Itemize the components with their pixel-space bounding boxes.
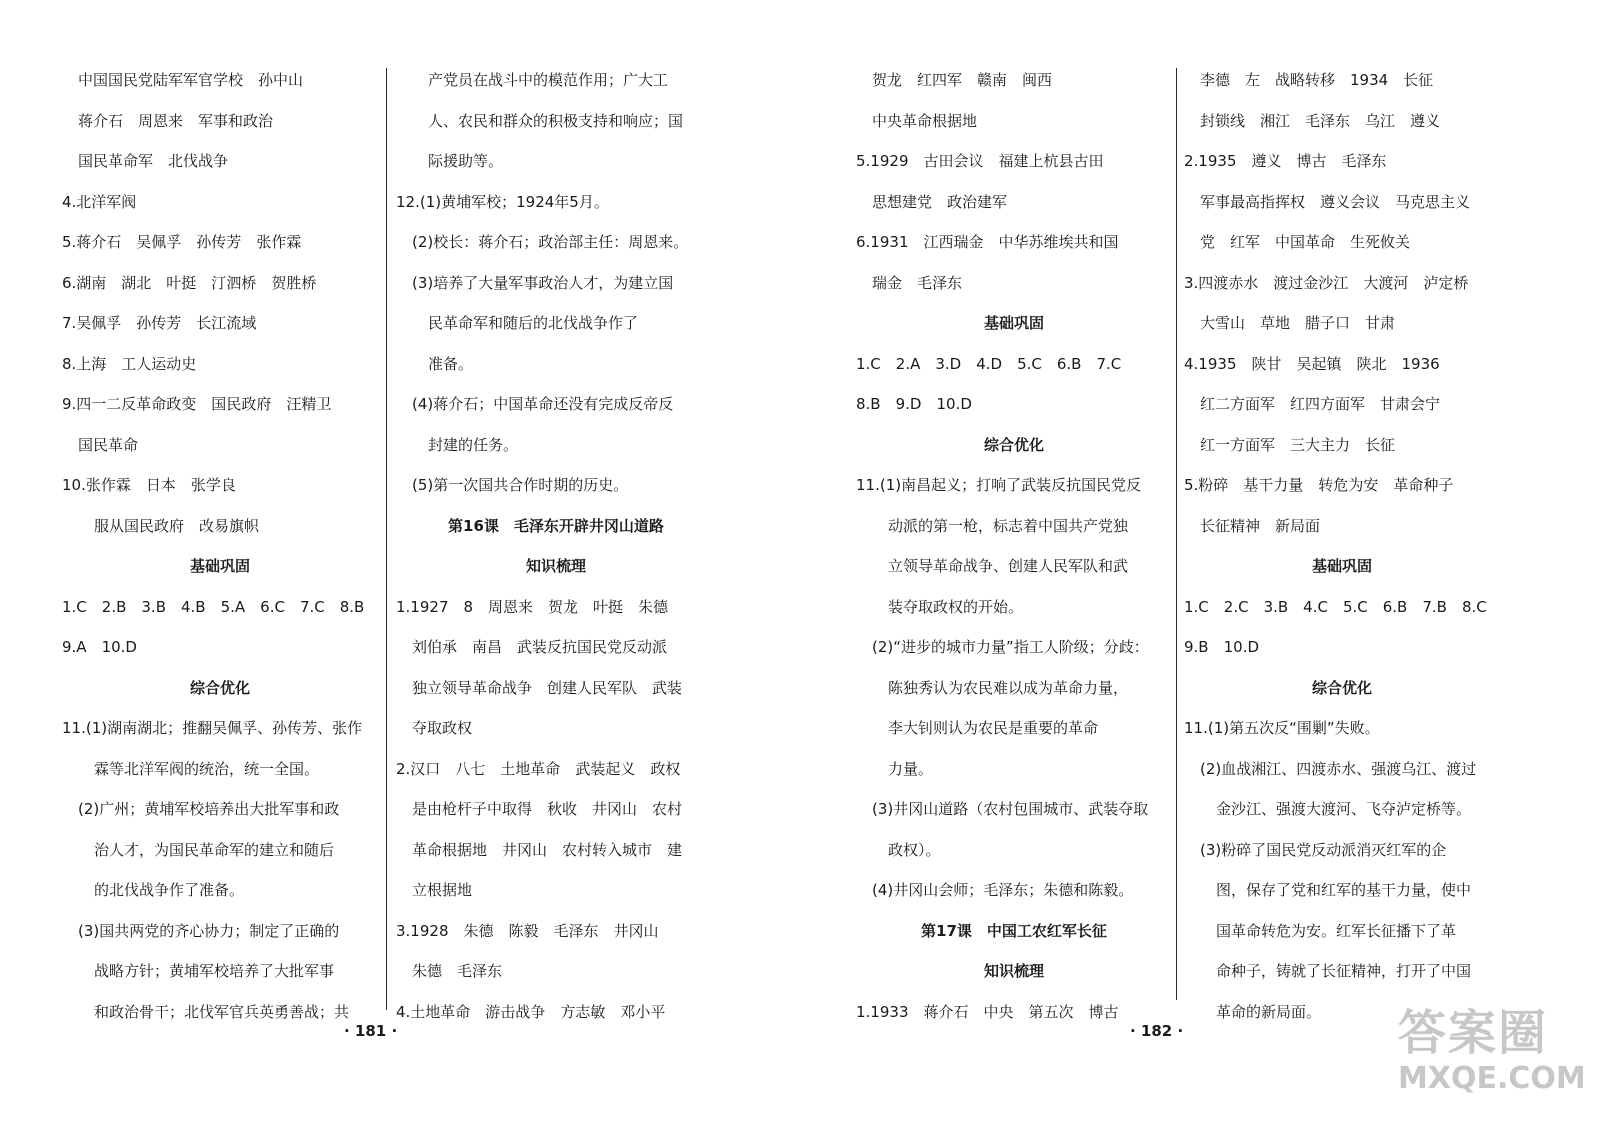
text-line: 1.1933 蒋介石 中央 第五次 博古 — [856, 1002, 1119, 1021]
text-line: 党 红军 中国革命 生死攸关 — [1200, 233, 1411, 251]
text-line: 军事最高指挥权 遵义会议 马克思主义 — [1200, 192, 1471, 211]
text-line: (2)血战湘江、四渡赤水、强渡乌江、渡过 — [1200, 759, 1477, 778]
section-heading: 综合优化 — [1311, 678, 1372, 697]
section-heading: 基础巩固 — [1311, 557, 1372, 575]
text-line: 政权）。 — [888, 840, 941, 859]
page-number-right: · 182 · — [1130, 1022, 1184, 1040]
text-line: 服从国民政府 改易旗帜 — [94, 516, 260, 535]
text-line: 革命根据地 井冈山 农村转入城市 建 — [412, 840, 683, 859]
text-line: 1.C 2.B 3.B 4.B 5.A 6.C 7.C 8.B — [62, 597, 365, 616]
right-page-column-2 — [1184, 60, 1500, 1032]
text-line: 11.(1)第五次反“围剿”失败。 — [1184, 719, 1380, 737]
text-line: (3)培养了大量军事政治人才，为建立国 — [412, 273, 674, 292]
text-line: 12.(1)黄埔军校；1924年5月。 — [396, 192, 609, 211]
text-line: 1.1927 8 周恩来 贺龙 叶挺 朱德 — [396, 597, 669, 616]
section-heading: 综合优化 — [983, 435, 1044, 454]
section-heading: 综合优化 — [189, 678, 250, 697]
left-page-column-2 — [396, 60, 716, 1032]
text-line: 命种子，铸就了长征精神，打开了中国 — [1216, 962, 1472, 980]
text-line: 3.1928 朱德 陈毅 毛泽东 井冈山 — [396, 921, 659, 940]
text-line: 装夺取政权的开始。 — [888, 597, 1024, 616]
column-divider — [386, 68, 387, 1010]
lesson-title: 第17课 中国工农红军长征 — [921, 921, 1107, 940]
text-line: 5.蒋介石 吴佩孚 孙传芳 张作霖 — [62, 233, 302, 251]
text-line: 6.1931 江西瑞金 中华苏维埃共和国 — [856, 233, 1119, 251]
text-line: 战略方针；黄埔军校培养了大批军事 — [94, 962, 335, 980]
text-line: 7.吴佩孚 孙传芳 长江流域 — [62, 314, 257, 332]
text-line: 的北伐战争作了准备。 — [94, 881, 245, 899]
text-line: (5)第一次国共合作时期的历史。 — [412, 476, 629, 494]
text-line: 2.1935 遵义 博古 毛泽东 — [1184, 152, 1387, 170]
text-line: 9.A 10.D — [62, 638, 137, 656]
text-line: 9.四一二反革命政变 国民政府 汪精卫 — [62, 395, 332, 413]
text-line: 红二方面军 红四方面军 甘肃会宁 — [1200, 395, 1441, 413]
text-line: 国革命转危为安。红军长征播下了革 — [1216, 921, 1457, 940]
text-line: 立根据地 — [412, 881, 473, 899]
text-line: 治人才，为国民革命军的建立和随后 — [94, 840, 335, 859]
text-line: 产党员在战斗中的模范作用；广大工 — [428, 71, 669, 89]
section-heading: 基础巩固 — [189, 557, 250, 575]
text-line: 贺龙 红四军 赣南 闽西 — [872, 71, 1053, 89]
text-line: 国民革命 — [78, 435, 139, 454]
text-line: 2.汉口 八七 土地革命 武装起义 政权 — [396, 759, 681, 778]
text-line: (3)井冈山道路（农村包围城市、武装夺取 — [872, 800, 1149, 818]
text-line: 1.C 2.A 3.D 4.D 5.C 6.B 7.C — [856, 354, 1122, 373]
text-line: 4.北洋军阀 — [62, 192, 137, 211]
section-heading: 知识梳理 — [525, 557, 586, 575]
text-line: 国民革命军 北伐战争 — [78, 152, 229, 170]
text-line: 5.粉碎 基干力量 转危为安 革命种子 — [1184, 476, 1454, 494]
text-line: 3.四渡赤水 渡过金沙江 大渡河 泸定桥 — [1184, 273, 1469, 292]
text-line: 金沙江、强渡大渡河、飞夺泸定桥等。 — [1216, 800, 1472, 818]
text-line: (4)井冈山会师；毛泽东；朱德和陈毅。 — [872, 881, 1134, 899]
text-line: (4)蒋介石；中国革命还没有完成反帝反 — [412, 395, 674, 413]
text-line: 中央革命根据地 — [872, 111, 978, 130]
section-heading: 基础巩固 — [983, 314, 1044, 332]
text-line: 长征精神 新局面 — [1200, 516, 1321, 535]
text-line: 陈独秀认为农民难以成为革命力量， — [888, 678, 1129, 697]
text-line: (3)国共两党的齐心协力；制定了正确的 — [78, 921, 340, 940]
column-divider — [1176, 68, 1177, 1000]
watermark-domain: MXQE.COM — [1398, 1061, 1586, 1096]
text-line: 力量。 — [888, 759, 934, 778]
text-line: 4.土地革命 游击战争 方志敏 邓小平 — [396, 1002, 666, 1021]
text-line: (2)“进步的城市力量”指工人阶级；分歧： — [872, 638, 1149, 656]
text-line: 封建的任务。 — [428, 435, 519, 454]
text-line: 李德 左 战略转移 1934 长征 — [1200, 71, 1434, 89]
text-line: 革命的新局面。 — [1216, 1002, 1322, 1021]
text-line: 8.上海 工人运动史 — [62, 354, 197, 373]
text-line: 图，保存了党和红军的基干力量，使中 — [1216, 881, 1472, 899]
text-line: 10.张作霖 日本 张学良 — [62, 476, 236, 494]
text-line: 6.湖南 湖北 叶挺 汀泗桥 贺胜桥 — [62, 273, 317, 292]
text-line: 1.C 2.C 3.B 4.C 5.C 6.B 7.B 8.C — [1184, 597, 1487, 616]
text-line: 准备。 — [428, 354, 474, 373]
text-line: 5.1929 古田会议 福建上杭县古田 — [856, 152, 1104, 170]
lesson-title: 第16课 毛泽东开辟井冈山道路 — [448, 516, 664, 535]
text-line: 11.(1)南昌起义；打响了武装反抗国民党反 — [856, 476, 1142, 494]
watermark-logo — [1398, 1004, 1596, 1114]
text-line: 霖等北洋军阀的统治，统一全国。 — [94, 759, 320, 778]
text-line: (3)粉碎了国民党反动派消灭红军的企 — [1200, 840, 1447, 859]
text-line: 刘伯承 南昌 武装反抗国民党反动派 — [412, 638, 668, 656]
text-line: 9.B 10.D — [1184, 638, 1260, 656]
text-line: 大雪山 草地 腊子口 甘肃 — [1200, 314, 1396, 332]
text-line: 动派的第一枪，标志着中国共产党独 — [888, 516, 1129, 535]
text-line: 人、农民和群众的积极支持和响应；国 — [428, 111, 684, 130]
text-line: 思想建党 政治建军 — [872, 192, 1008, 211]
text-line: 11.(1)湖南湖北；推翻吴佩孚、孙传芳、张作 — [62, 719, 363, 737]
text-line: 民革命军和随后的北伐战争作了 — [428, 314, 639, 332]
text-line: 4.1935 陕甘 吴起镇 陕北 1936 — [1184, 354, 1440, 373]
text-line: 李大钊则认为农民是重要的革命 — [888, 719, 1099, 737]
text-line: 蒋介石 周恩来 军事和政治 — [78, 111, 274, 130]
text-line: 朱德 毛泽东 — [412, 962, 503, 980]
text-line: 是由枪杆子中取得 秋收 井冈山 农村 — [412, 800, 683, 818]
text-line: (2)校长：蒋介石；政治部主任：周恩来。 — [412, 233, 689, 251]
text-line: 瑞金 毛泽东 — [872, 273, 963, 292]
text-line: 独立领导革命战争 创建人民军队 武装 — [412, 678, 683, 697]
text-line: 8.B 9.D 10.D — [856, 395, 972, 413]
text-line: 夺取政权 — [412, 719, 473, 737]
right-page-column-1 — [856, 60, 1172, 1032]
watermark-logo-text: 答案圈 — [1398, 1005, 1549, 1061]
text-line: 立领导革命战争、创建人民军队和武 — [888, 557, 1129, 575]
page-number-left: · 181 · — [344, 1022, 398, 1040]
text-line: 中国国民党陆军军官学校 孙中山 — [78, 71, 304, 89]
left-page-column-1 — [62, 60, 378, 1032]
text-line: 和政治骨干；北伐军官兵英勇善战；共 — [94, 1002, 350, 1021]
text-line: 际援助等。 — [428, 152, 504, 170]
text-line: 封锁线 湘江 毛泽东 乌江 遵义 — [1200, 111, 1441, 130]
text-line: (2)广州；黄埔军校培养出大批军事和政 — [78, 800, 340, 818]
text-line: 红一方面军 三大主力 长征 — [1200, 435, 1396, 454]
section-heading: 知识梳理 — [983, 962, 1044, 980]
